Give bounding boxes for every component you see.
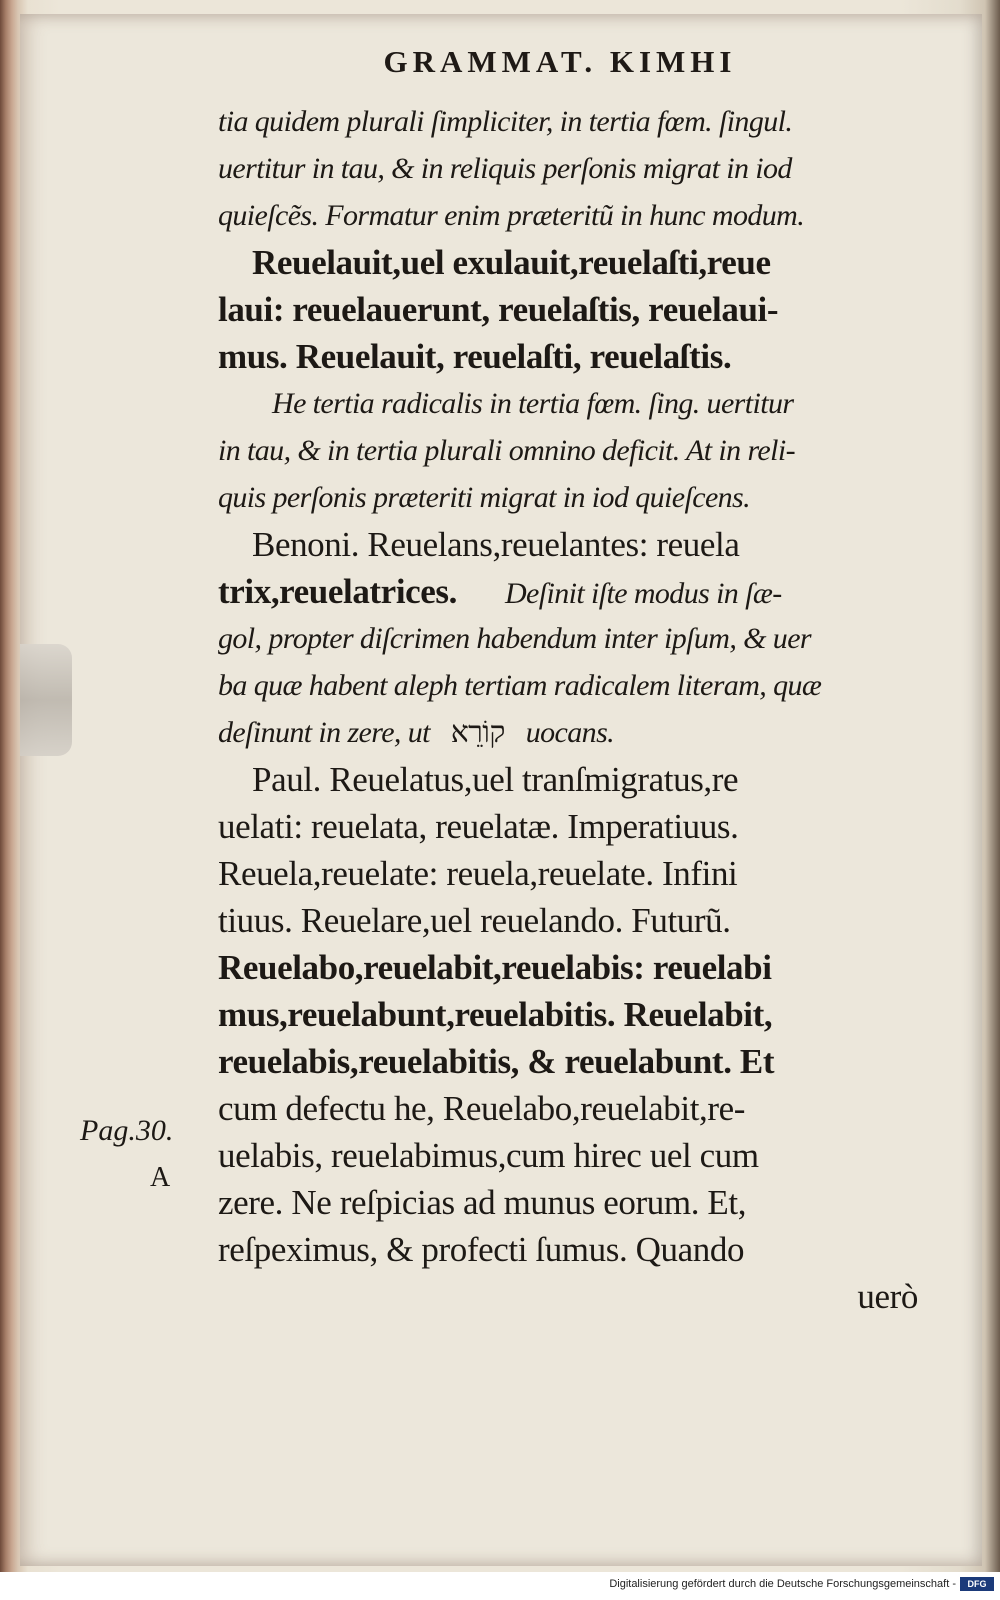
page-clip [20,644,72,756]
text-line: uertitur in tau, & in reliquis perſonis migrat in iod [218,152,792,185]
catchword: uerò [857,1277,918,1316]
text-line: tia quidem plurali ſimpliciter, in tertia fœm. ſingul. [218,105,793,138]
dfg-logo: DFG [960,1577,994,1591]
hebrew-word: קוֹרֵא [450,715,505,750]
text-line: quieſcẽs. Formatur enim præteritũ in hunc modum. [218,199,805,232]
text-run: Deſinit iſte modus in ſæ- [504,577,782,610]
text-line [218,709,918,756]
text-line: in tau, & in tertia plurali omnino deficit. At in reli- [218,434,795,467]
running-head: GRAMMAT. KIMHI [383,44,737,79]
text-run: uocans. [525,716,615,749]
text-line: Reuela,reuelate: reuela,reuelate. Infini [218,854,738,893]
text-line: Benoni. Reuelans,reuelantes: reuela [252,525,740,564]
text-run: deſinunt in zere, ut [218,716,430,749]
text-line: uelati: reuelata, reuelatæ. Imperatiuus. [218,807,739,846]
text-line: Reuelabo,reuelabit,reuelabis: reuelabi [218,948,772,987]
margin-page-reference: Pag.30. [80,1114,174,1147]
text-line: cum defectu he, Reuelabo,reuelabit,re- [218,1089,746,1128]
text-line: ba quæ habent aleph tertiam radicalem literam, quæ [218,669,822,702]
text-line: laui: reuelauerunt, reuelaſtis, reuelaui- [218,290,779,329]
text-line: Reuelauit,uel exulauit,reuelaſti,reue [252,243,771,282]
text-run: trix,reuelatrices. [218,572,457,611]
text-line: Paul. Reuelatus,uel tranſmigratus,re [252,760,739,799]
margin-letter: A [150,1162,171,1193]
text-line: reuelabis,reuelabitis, & reuelabunt. Et [218,1042,775,1081]
text-line: uelabis, reuelabimus,cum hirec uel cum [218,1136,759,1175]
text-line: reſpeximus, & profecti ſumus. Quando [218,1230,745,1269]
text-line: mus,reuelabunt,reuelabitis. Reuelabit, [218,995,773,1034]
body-text [218,98,918,1320]
text-line: gol, propter diſcrimen habendum inter ipſum, & uer [218,622,811,655]
text-line: He tertia radicalis in tertia fœm. ſing. uertitur [272,387,794,420]
text-line [218,568,918,615]
text-line: quis perſonis præteriti migrat in iod quieſcens. [218,481,751,514]
text-line: zere. Ne reſpicias ad munus eorum. Et, [218,1183,747,1222]
text-line: tiuus. Reuelare,uel reuelando. Futurũ. [218,901,731,940]
footer-credit: Digitalisierung gefördert durch die Deutsche Forschungsgemeinschaft - [609,1578,956,1590]
text-line: mus. Reuelauit, reuelaſti, reuelaſtis. [218,337,732,376]
